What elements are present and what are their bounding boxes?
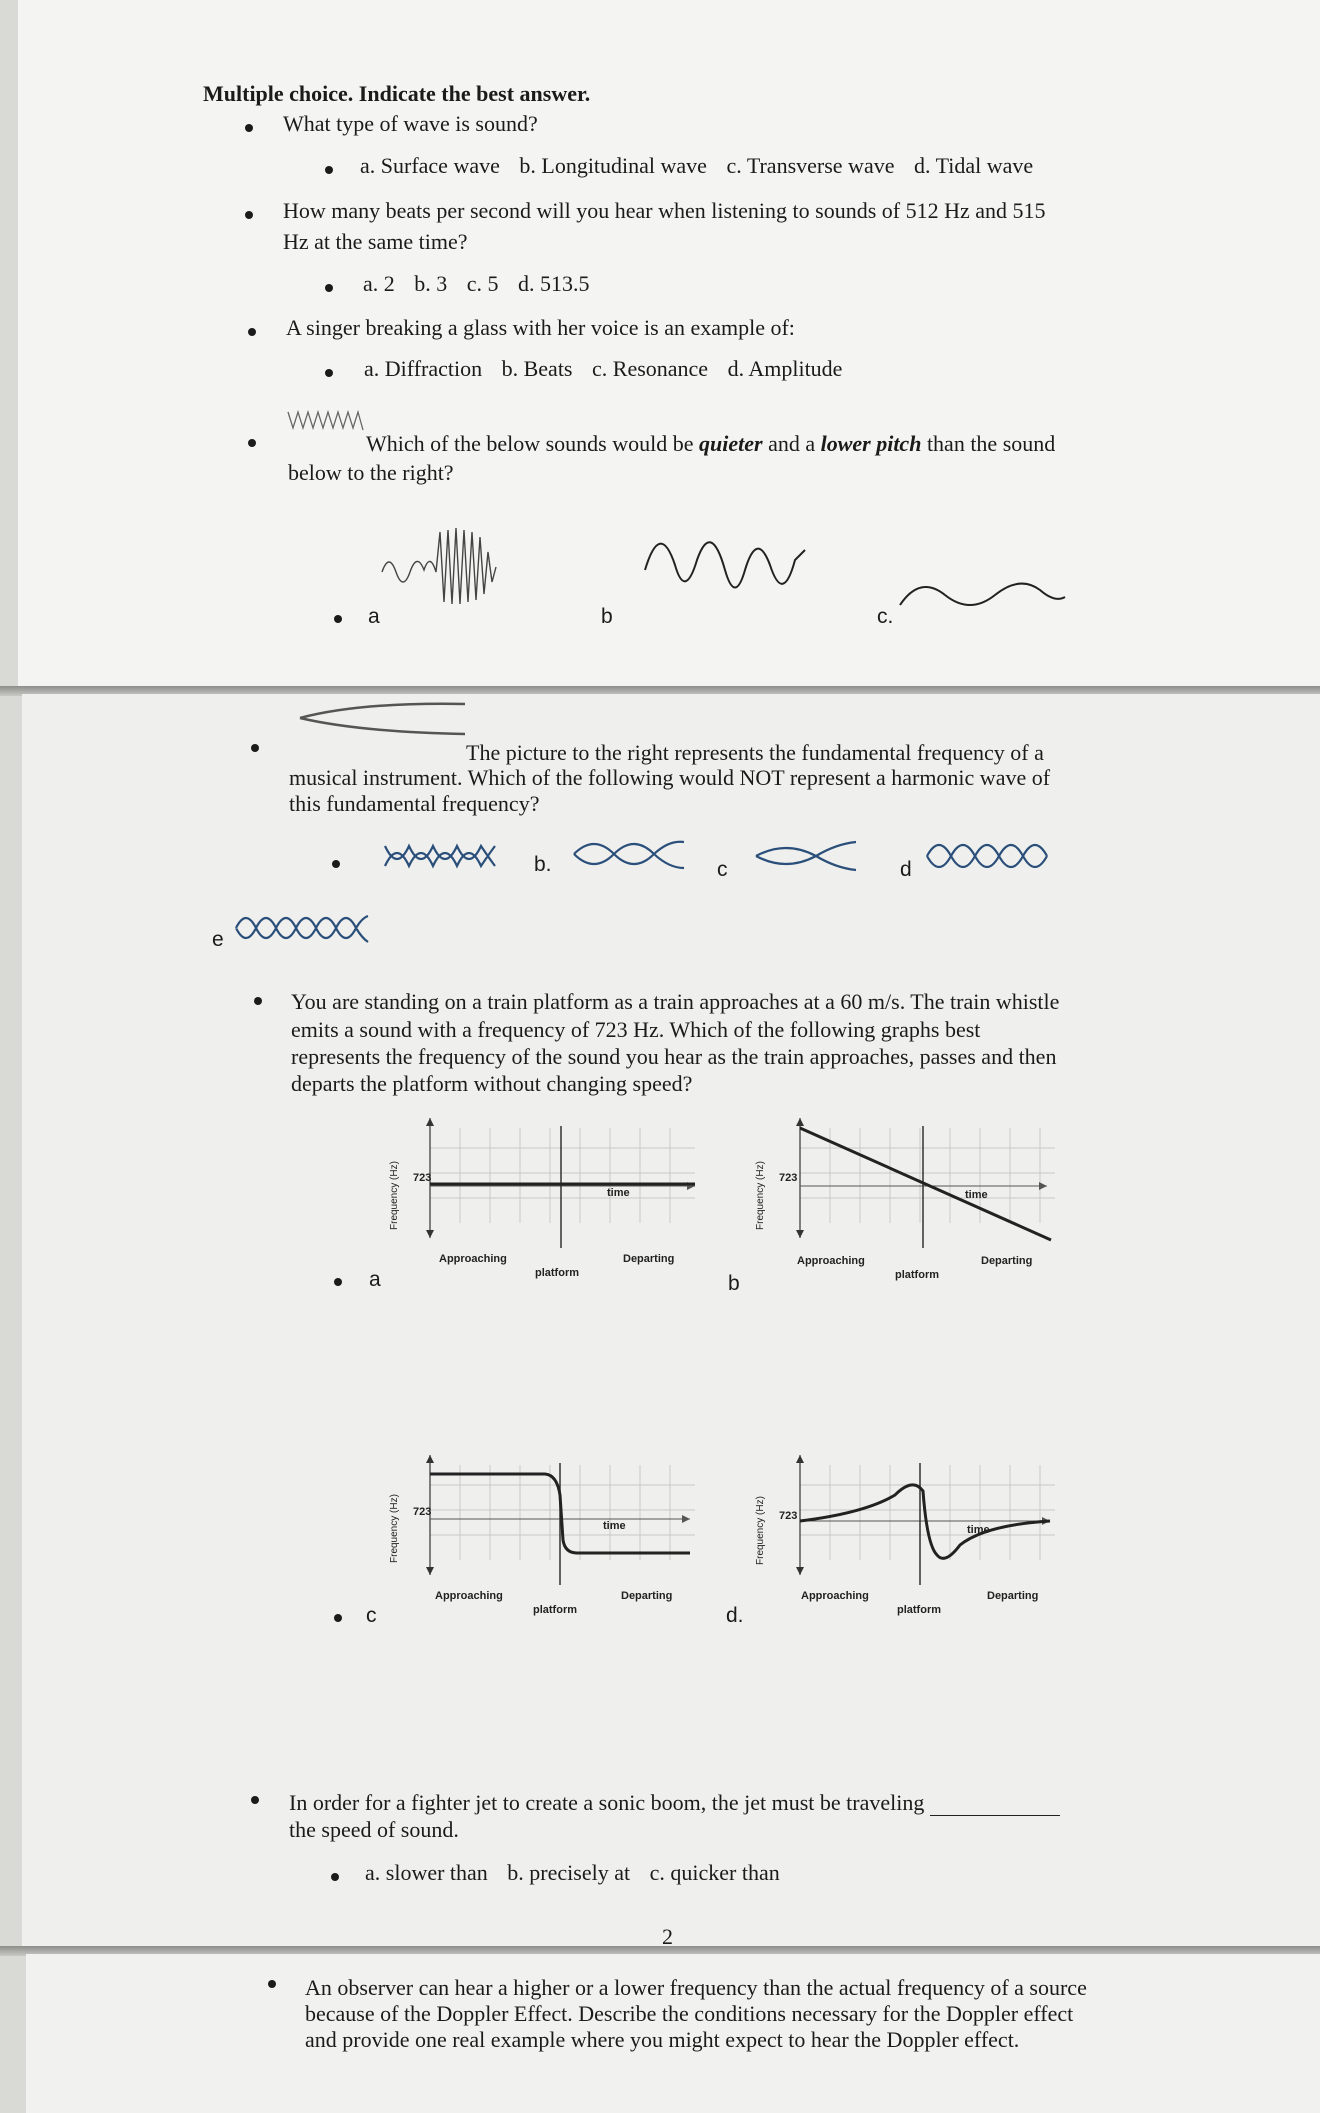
bullet: [254, 997, 262, 1005]
page-number: 2: [662, 1924, 673, 1949]
time-axis-label: time: [967, 1524, 990, 1536]
answer-blank[interactable]: [930, 1795, 1060, 1816]
question-1-text: What type of wave is sound?: [283, 111, 538, 136]
graph-option-c-label[interactable]: c: [366, 1604, 377, 1627]
option-a[interactable]: a. Diffraction: [364, 356, 483, 381]
doppler-graph-a[interactable]: [385, 1118, 715, 1290]
harmonic-option-c-icon[interactable]: [756, 838, 886, 874]
bullet: [245, 211, 253, 219]
graph-option-a-label[interactable]: a: [369, 1268, 381, 1291]
graph-option-d-label[interactable]: d.: [726, 1604, 744, 1627]
option-d[interactable]: d. 513.5: [518, 271, 590, 296]
question-5-line-1: The picture to the right represents the fundamental frequency of a: [466, 740, 1044, 765]
platform-label: platform: [895, 1269, 939, 1281]
question-6-line-2: emits a sound with a frequency of 723 Hz. Which of the following graphs best: [291, 1017, 981, 1042]
question-5-line-2: musical instrument. Which of the following would NOT represent a harmonic wave of: [289, 765, 1051, 790]
wave-option-b-icon[interactable]: [645, 520, 815, 610]
y-tick-723: 723: [413, 1172, 432, 1184]
option-a[interactable]: a. 2: [363, 271, 395, 296]
bullet: [325, 284, 333, 292]
departing-label: Departing: [987, 1590, 1039, 1602]
harmonic-option-b-icon[interactable]: [574, 836, 704, 872]
platform-label: platform: [897, 1604, 941, 1616]
question-1-options: [360, 152, 1047, 179]
option-b-label[interactable]: b: [601, 605, 613, 628]
bullet: [334, 615, 342, 623]
bullet: [325, 166, 333, 174]
platform-label: platform: [533, 1604, 577, 1616]
question-8-line-3: and provide one real example where you might expect to hear the Doppler effect.: [305, 2027, 1020, 2052]
harmonic-option-d-icon[interactable]: [927, 838, 1057, 874]
question-7-line-2: the speed of sound.: [289, 1817, 459, 1842]
option-a[interactable]: a. Surface wave: [360, 153, 500, 178]
approaching-label: Approaching: [797, 1255, 865, 1267]
question-6-line-1: You are standing on a train platform as a train approaches at a 60 m/s. The train whistle: [291, 989, 1060, 1014]
departing-label: Departing: [981, 1255, 1033, 1267]
option-d[interactable]: d. Tidal wave: [913, 153, 1034, 178]
y-axis-label: Frequency (Hz): [755, 1161, 766, 1230]
bullet: [251, 744, 259, 752]
option-c[interactable]: c. Transverse wave: [726, 153, 895, 178]
departing-label: Departing: [623, 1253, 675, 1265]
doppler-graph-d[interactable]: [745, 1455, 1075, 1627]
bullet: [245, 124, 253, 132]
option-c-label[interactable]: c.: [877, 605, 894, 628]
reference-wave-icon: [288, 404, 368, 434]
option-b[interactable]: b. Beats: [501, 356, 573, 381]
option-a[interactable]: a. slower than: [365, 1860, 488, 1885]
y-tick-723: 723: [779, 1172, 798, 1184]
harmonic-option-a-icon[interactable]: [385, 838, 515, 874]
option-c[interactable]: c. Resonance: [592, 356, 709, 381]
wave-option-c-icon[interactable]: [900, 575, 1065, 615]
bullet: [332, 860, 340, 868]
bullet: [331, 1873, 339, 1881]
bullet: [334, 1614, 342, 1622]
question-2-line-1: How many beats per second will you hear when listening to sounds of 512 Hz and 515: [283, 198, 1046, 223]
option-b[interactable]: b. precisely at: [507, 1860, 631, 1885]
option-b[interactable]: b. Longitudinal wave: [519, 153, 707, 178]
question-7-line-1: In order for a fighter jet to create a sonic boom, the jet must be traveling: [289, 1789, 1060, 1816]
option-d[interactable]: d. Amplitude: [727, 356, 843, 381]
option-c[interactable]: c. 5: [466, 271, 499, 296]
y-tick-723: 723: [779, 1510, 798, 1522]
option-d-label[interactable]: d: [900, 858, 912, 881]
question-6-line-3: represents the frequency of the sound you hear as the train approaches, passes and then: [291, 1044, 1057, 1069]
y-axis-label: Frequency (Hz): [755, 1496, 766, 1565]
y-axis-label: Frequency (Hz): [389, 1494, 400, 1563]
question-8-line-2: because of the Doppler Effect. Describe the conditions necessary for the Doppler effect: [305, 2001, 1074, 2026]
platform-label: platform: [535, 1267, 579, 1279]
time-axis-label: time: [965, 1189, 988, 1201]
section-header: Multiple choice. Indicate the best answer.: [203, 81, 591, 106]
question-4-line-1: Which of the below sounds would be quieter and a lower pitch than the sound: [366, 431, 1056, 456]
approaching-label: Approaching: [435, 1590, 503, 1602]
fundamental-wave-icon: [300, 700, 470, 736]
question-4-line-2: below to the right?: [288, 460, 454, 485]
approaching-label: Approaching: [801, 1590, 869, 1602]
bullet: [248, 439, 256, 447]
bullet: [334, 1278, 342, 1286]
question-3-text: A singer breaking a glass with her voice is an example of:: [286, 315, 795, 340]
wave-option-a-icon[interactable]: [382, 512, 542, 612]
option-c[interactable]: c. quicker than: [649, 1860, 780, 1885]
departing-label: Departing: [621, 1590, 673, 1602]
question-6-line-4: departs the platform without changing speed?: [291, 1071, 693, 1096]
harmonic-option-e-icon[interactable]: [236, 910, 376, 946]
y-axis-label: Frequency (Hz): [389, 1161, 400, 1230]
bullet: [268, 1980, 276, 1988]
doppler-graph-c[interactable]: [385, 1455, 715, 1627]
bullet: [325, 369, 333, 377]
bullet: [248, 328, 256, 336]
question-3-options: [364, 355, 856, 382]
graph-option-b-label[interactable]: b: [728, 1272, 740, 1295]
time-axis-label: time: [607, 1187, 630, 1199]
question-7-options: [365, 1859, 794, 1886]
y-tick-723: 723: [413, 1506, 432, 1518]
approaching-label: Approaching: [439, 1253, 507, 1265]
bullet: [251, 1796, 259, 1804]
question-2-line-2: Hz at the same time?: [283, 229, 468, 254]
question-2-options: [363, 270, 604, 297]
option-b-label[interactable]: b.: [534, 853, 552, 876]
option-a-label[interactable]: a: [368, 605, 380, 628]
worksheet-page-2: [22, 694, 1320, 1950]
option-c-label[interactable]: c: [717, 858, 728, 881]
question-8-line-1: An observer can hear a higher or a lower frequency than the actual frequency of a source: [305, 1975, 1087, 2000]
option-b[interactable]: b. 3: [414, 271, 448, 296]
option-e-label[interactable]: e: [212, 928, 224, 951]
doppler-graph-b[interactable]: [745, 1118, 1075, 1290]
question-5-line-3: this fundamental frequency?: [289, 791, 540, 816]
time-axis-label: time: [603, 1520, 626, 1532]
